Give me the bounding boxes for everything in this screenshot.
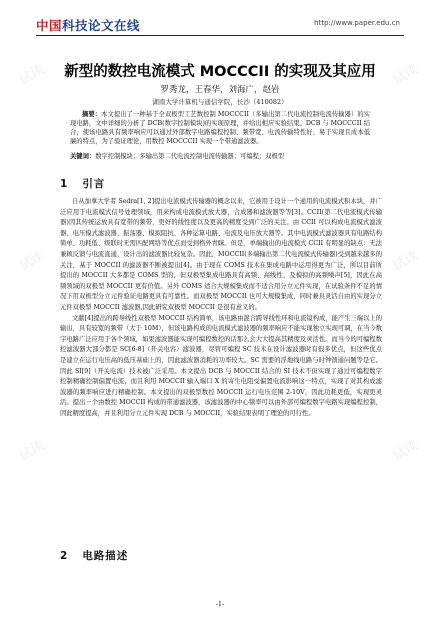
watermark: 试读 [390, 438, 422, 465]
keywords-label: 关键词： [70, 153, 96, 160]
watermark: 试读 [390, 62, 422, 89]
keywords-text: 数字控制模块；多输出第二代电流控制电流传输器；可编程；双极型 [95, 153, 285, 160]
logo-red-text: 中国 [36, 18, 63, 33]
watermark: 试读 [390, 248, 422, 275]
section-heading-intro [60, 176, 105, 191]
intro-body [60, 197, 382, 419]
abstract [70, 111, 370, 147]
page-header [0, 0, 440, 40]
section-heading-circuit [60, 548, 128, 563]
paragraph: 自从加拿大学者 Sedra[1, 2]提出电流模式传输器的概念以来，它被用于设计一个通用的电流模式积木块，并广泛应用于电流模式信号处理领域，用来构成电流模式放大器，合成器和滤波器等等[3]。CCII(第二代电流模式传输器)因其传统运放具有宽带的频带，更好的线性度以及更高的精度受到广泛的关注。由 CCII 可以构成电流模式滤波器、电压模式滤波器、振荡器、模拟阻抗、各种运算电路、电流及电压放大器等。其中电流模式滤波器具有电路结构简单、功耗低、级联时无需匹配网络等优点而受到格外青睐。但是，单端输出的电流模式 CCII 有明显的缺点：无法兼顾反馈与电流直通，设计出的滤波器比较复杂。因此，MOCCII(多端输出第二代电流模式传输器)受到越来越多的关注，基于 MOCCII 的滤波器不断被提出[4]。由于现在 COMS 技术在集成电路中运用得更为广泛，所以目前所提出的 MOCCII 大多都是 COMS 型的，但双极型集成电路具有高频、高线性，及模拟的高频噪声[5]，因此在高频领域的双极型 MOCCII 更有价值。另外 COMS 适合大规模集成而不适合用分立元件实现，在试验条件不足的情况下用双极型分立元件验证电路更具有可靠性。而双极型 MOCCII 也可大规模集成，同时兼具灵活自由的实现分立元件双极型 MOCCII 滤波器,因此研究双极型 MOCCII 是很有意义的。 [60, 198, 382, 311]
watermark: 试读 [16, 438, 48, 465]
paper-title: 新型的数控电流模式 MOCCCII 的实现及其应用 [64, 64, 376, 80]
abstract-label: 摘要： [82, 111, 102, 118]
section-title: 引言 [82, 178, 106, 190]
page-number: -1- [215, 600, 225, 608]
site-logo[interactable] [36, 16, 140, 34]
paper-affiliation: 湖南大学计算机与通信学院，长沙（410082） [152, 98, 288, 106]
keywords [70, 153, 370, 162]
section-title: 电路描述 [82, 550, 129, 562]
logo-blue-text: 科技论文在线 [62, 18, 141, 33]
section-number: 2 [60, 550, 69, 562]
section-number: 1 [60, 178, 69, 190]
header-divider [36, 35, 404, 36]
paper-authors: 罗秀龙，王春华，刘海广，赵岩 [160, 85, 280, 95]
header-url[interactable]: http://www.paper.edu.cn [314, 19, 400, 27]
paragraph: 文献[4]提出的跨导线性双极型 MOCCII 结构简单，该电路由混合跨导线性环和电流镜构成，能产生三端以上的输出，具有较宽的频带（大于 10M），但该电路构成的电流模式滤波器的频率响应不能实现独立实现可调，在当今数字电路广泛应用于各个领域，如果滤波器能实现可编程数控的话那么会大大提高其精度及灵活性。而当今的可编程数控滤波器大部分都是 SC[6-8]（开关电容）滤波器，尽管可编程 SC 技术在设计滤波器时有很多优点，但这些优点是建立在运行电压高的低压基础上的，因此滤波器消耗的功率较大。SC 需要的浮地线电路与时钟馈通问题等是它。因此 SI[9]（开关电流）技术被广泛采用。本文提出 DCB 与 MOCCII 结合的 SI 技术不但实现了通过可编程数字控制精确控制偏置电流，而且利用 MOCCII 输入端口 X 的寄生电阻受偏置电流影响这一特点，实现了对其构成滤波器的频率响应进行精确控制。本文提出的双极型数控 MOCCII 运行电压范围 2-10V，因此功耗更低，实现更灵活。提出一个由数控 MOCCII 构成的带通滤波器，该滤波器的中心频率可以由外部可编程数字电路实现编程控制，因此精度提高，并且利用分立元件实现 DCB 与 MOCCII，实验结果表明了理论的可行性。 [60, 314, 382, 417]
watermark: 试读 [16, 248, 48, 275]
watermark: 试读 [16, 62, 48, 89]
abstract-text: 本文提出了一种基于全双极型工艺数控制 MOCCCII（多输出第二代电流控制电流传输器）的实现电路，文中详细的分析了 DCB(数字控制模块)的实现原理，并给出相应实验结果。DCB 与 MOCCCII 结合，使该电路具有频率响应可以通过外部数字电路编程控制、频带宽、电流传输特性好、易于实现且成本低廉的特点，为了验证理论，用数控 MOCCCII 实现一个带通滤波器。 [70, 111, 371, 145]
